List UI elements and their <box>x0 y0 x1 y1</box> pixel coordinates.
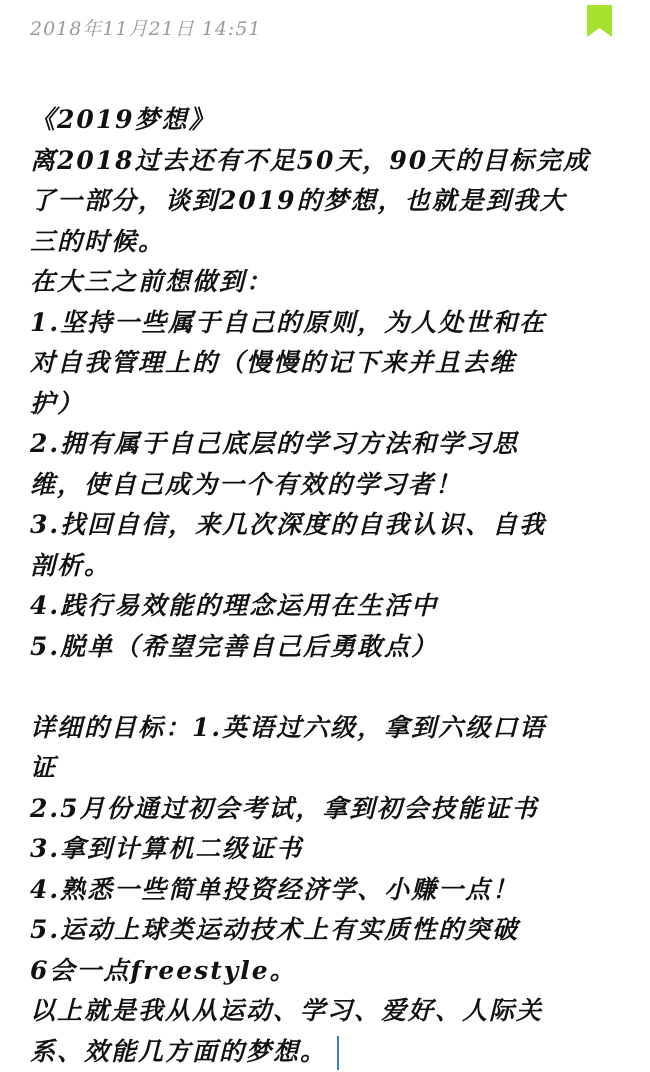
note-line: 6会一点freestyle。 <box>30 951 615 992</box>
note-blank-line <box>30 667 615 708</box>
note-line: 2.5月份通过初会考试，拿到初会技能证书 <box>30 789 615 830</box>
note-line: 剖析。 <box>30 546 615 587</box>
bookmark-icon[interactable] <box>587 5 612 37</box>
note-timestamp: 2018年11月21日 14:51 <box>30 14 262 41</box>
note-line: 对自我管理上的（慢慢的记下来并且去维 <box>30 343 615 384</box>
note-line-text: 系、效能几方面的梦想。 <box>30 1037 327 1066</box>
note-line: 详细的目标：1.英语过六级，拿到六级口语 <box>30 708 615 749</box>
note-line: 5.脱单（希望完善自己后勇敢点） <box>30 627 615 668</box>
note-line: 三的时候。 <box>30 222 615 263</box>
note-last-line <box>30 1032 615 1072</box>
note-line: 3.拿到计算机二级证书 <box>30 829 615 870</box>
note-line: 护） <box>30 384 615 425</box>
note-line: 1.坚持一些属于自己的原则，为人处世和在 <box>30 303 615 344</box>
note-body[interactable] <box>30 100 615 1072</box>
note-line: 维，使自己成为一个有效的学习者！ <box>30 465 615 506</box>
note-line: 5.运动上球类运动技术上有实质性的突破 <box>30 910 615 951</box>
text-cursor <box>337 1036 339 1070</box>
note-line: 以上就是我从从运动、学习、爱好、人际关 <box>30 991 615 1032</box>
note-line: 4.熟悉一些简单投资经济学、小赚一点！ <box>30 870 615 911</box>
note-line: 4.践行易效能的理念运用在生活中 <box>30 586 615 627</box>
note-line: 证 <box>30 748 615 789</box>
note-title-line: 《2019梦想》 <box>30 100 615 141</box>
note-line: 在大三之前想做到： <box>30 262 615 303</box>
note-line: 离2018过去还有不足50天，90天的目标完成 <box>30 141 615 182</box>
note-line: 2.拥有属于自己底层的学习方法和学习思 <box>30 424 615 465</box>
note-line: 了一部分，谈到2019的梦想，也就是到我大 <box>30 181 615 222</box>
note-line: 3.找回自信，来几次深度的自我认识、自我 <box>30 505 615 546</box>
note-header <box>0 0 650 60</box>
